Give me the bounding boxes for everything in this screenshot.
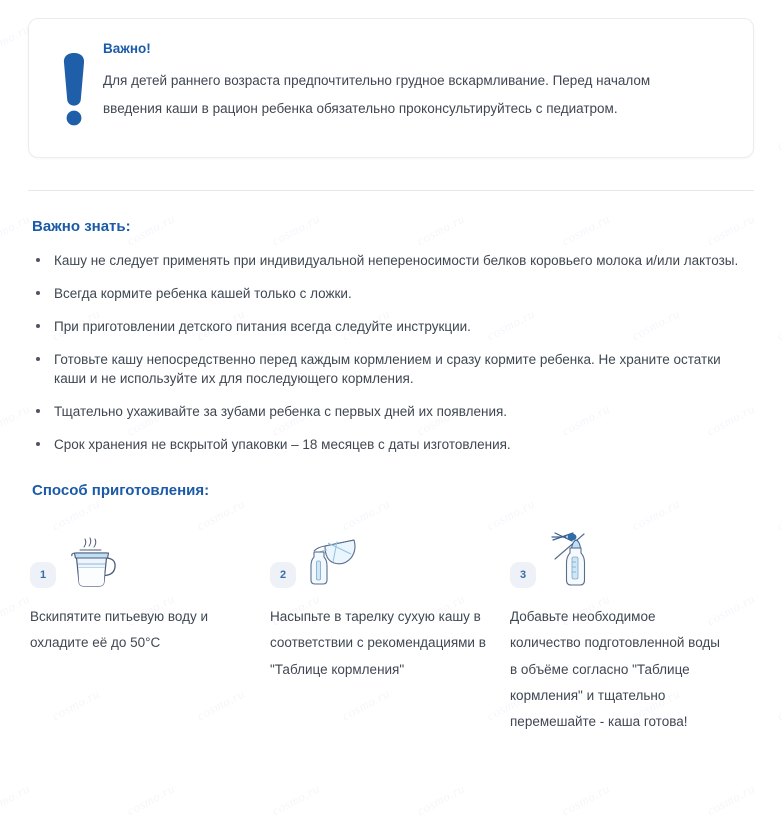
notice-body (97, 41, 727, 123)
watermark-text (0, 781, 33, 818)
step-2-text: Насыпьте в тарелку сухую кашу в соответствии с рекомендациями в "Таблице кормления" (270, 609, 486, 677)
exclamation-mark-icon (51, 41, 97, 127)
step-2-number-badge: 2 (270, 562, 296, 588)
list-item: Всегда кормите ребенка кашей только с ложки. (34, 284, 752, 303)
important-to-know-heading: Важно знать: (32, 218, 131, 235)
watermark-text (414, 781, 467, 818)
notice-text: Для детей раннего возраста предпочтительно грудное вскармливание. Перед началом введения каши в рацион ребенка обязательно проконсультируйтесь с педиатром. (103, 73, 651, 116)
preparation-step-1 (30, 526, 270, 749)
step-1-visual (30, 526, 248, 590)
preparation-steps (0, 514, 782, 749)
watermark-text (704, 781, 757, 818)
watermark-text (269, 781, 322, 818)
instruction-page (0, 18, 782, 749)
step-3-visual (510, 526, 728, 590)
list-item: При приготовлении детского питания всегда следуйте инструкции. (34, 317, 752, 336)
list-item: Кашу не следует применять при индивидуальной непереносимости белков коровьего молока и/или лактозы. (34, 251, 752, 270)
step-2-visual (270, 526, 488, 590)
measuring-cup-steam-icon (60, 528, 124, 590)
step-1-text: Вскипятите питьевую воду и охладите её до 50°C (30, 609, 209, 651)
important-notice-card (28, 18, 754, 158)
step-3-number-badge: 3 (510, 562, 536, 588)
bottle-whisk-icon (540, 528, 604, 590)
important-to-know-list (0, 251, 782, 455)
list-item: Срок хранения не вскрытой упаковки – 18 месяцев с даты изготовления. (34, 435, 752, 454)
step-1-number-badge: 1 (30, 562, 56, 588)
list-item: Тщательно ухаживайте за зубами ребенка с первых дней их появления. (34, 402, 752, 421)
preparation-heading: Способ приготовления: (32, 481, 210, 499)
section-divider (28, 190, 754, 191)
preparation-step-3 (510, 526, 750, 749)
watermark-text (124, 781, 177, 818)
watermark-text (559, 781, 612, 818)
list-item: Готовьте кашу непосредственно перед каждым кормлением и сразу кормите ребенка. Не храните остатки каши и не используйте их для последующего кормления. (34, 350, 752, 388)
step-3-text: Добавьте необходимое количество подготовленной воды в объёме согласно "Таблице кормления" и тщательно перемешайте - каша готова! (510, 609, 720, 730)
notice-title: Важно! (103, 41, 151, 56)
bowl-pouring-bottle-icon (300, 528, 364, 590)
preparation-step-2 (270, 526, 510, 749)
